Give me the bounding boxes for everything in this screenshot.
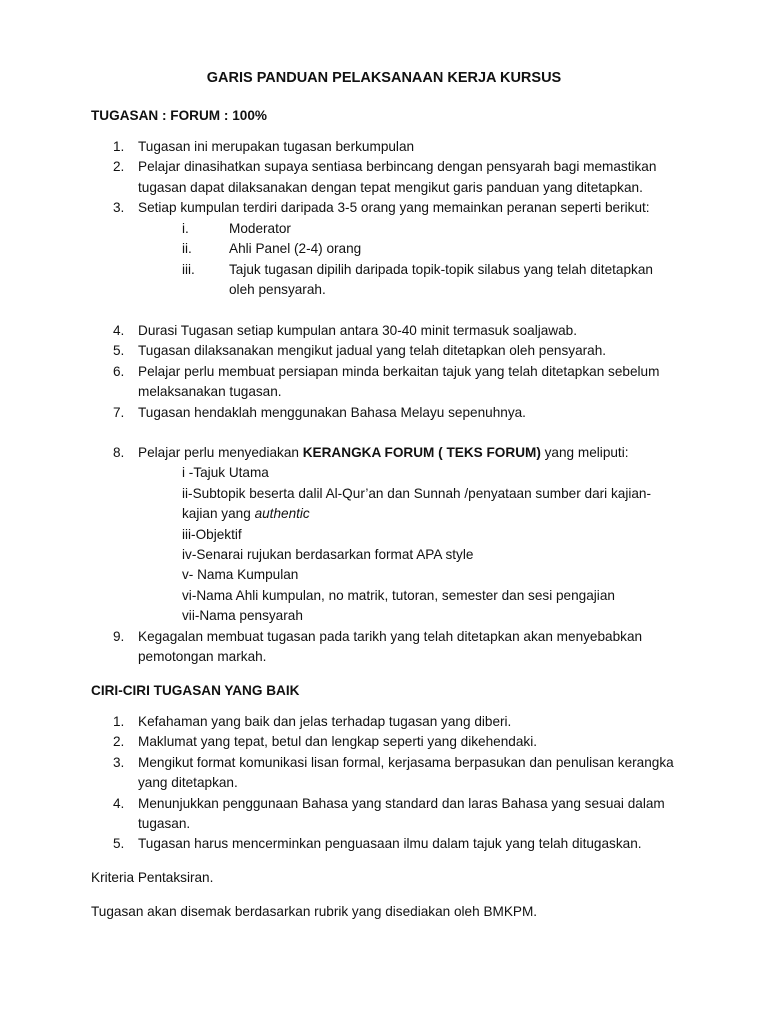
- sub-number: iii.: [182, 261, 195, 277]
- list-item: [0, 753, 768, 794]
- list-item: [0, 732, 768, 752]
- item8-text-post: yang meliputi:: [540, 445, 629, 460]
- item-text: Pelajar dinasihatkan supaya sentiasa berbincang dengan pensyarah bagi memastikan tugasan dapat dilaksanakan dengan tepat mengikut garis panduan yang ditetapkan.: [138, 159, 657, 195]
- item-text: Tugasan harus mencerminkan penguasaan ilmu dalam tajuk yang telah ditugaskan.: [138, 836, 642, 852]
- item-number: 5.: [113, 836, 125, 852]
- list-item: [0, 403, 768, 423]
- outline-line: [182, 484, 678, 525]
- ciri-list: [0, 712, 768, 855]
- item-text: Maklumat yang tepat, betul dan lengkap seperti yang dikehendaki.: [138, 734, 538, 750]
- list-item: [0, 198, 768, 218]
- kriteria-text: Kriteria Pentaksiran.: [91, 870, 214, 885]
- item-number: 6.: [113, 363, 125, 379]
- item-number: 9.: [113, 628, 125, 644]
- sublist-item: [0, 219, 768, 239]
- document-title: GARIS PANDUAN PELAKSANAAN KERJA KURSUS: [206, 70, 562, 86]
- outline-line: iii-Objektif: [182, 526, 242, 542]
- list-item: [0, 794, 768, 835]
- sublist-item: [0, 260, 768, 301]
- outline-line: vii-Nama pensyarah: [182, 608, 303, 624]
- sub-text: Tajuk tugasan dipilih daripada topik-topik silabus yang telah ditetapkan oleh pensyarah.: [229, 261, 653, 298]
- sublist-item: [0, 239, 768, 259]
- item-number: 1.: [113, 139, 125, 154]
- item-text: Kegagalan membuat tugasan pada tarikh yang telah ditetapkan akan menyebabkan pemotongan markah.: [138, 628, 643, 665]
- guideline-list-part1: [0, 137, 768, 219]
- item-text: Tugasan ini merupakan tugasan berkumpulan: [138, 139, 415, 154]
- sub-number: ii.: [182, 241, 192, 257]
- outline-line: i -Tajuk Utama: [182, 465, 269, 481]
- item-number: 7.: [113, 404, 125, 420]
- item-text: Setiap kumpulan terdiri daripada 3-5 orang yang memainkan peranan seperti berikut:: [138, 200, 650, 216]
- outline-line: vi-Nama Ahli kumpulan, no matrik, tutoran, semester dan sesi pengajian: [182, 587, 615, 603]
- tugasan-heading: TUGASAN : FORUM : 100%: [91, 108, 267, 123]
- closing-text: Tugasan akan disemak berdasarkan rubrik yang disediakan oleh BMKPM.: [91, 904, 538, 919]
- item-number: 2.: [113, 159, 125, 175]
- item-text: Mengikut format komunikasi lisan formal, kerjasama berpasukan dan penulisan kerangka yang ditetapkan.: [138, 754, 674, 791]
- item-text: Durasi Tugasan setiap kumpulan antara 30-40 minit termasuk soaljawab.: [138, 323, 578, 338]
- item-number: 8.: [113, 445, 125, 460]
- item-number: 3.: [113, 754, 125, 770]
- sub-text: Ahli Panel (2-4) orang: [229, 241, 362, 257]
- guideline-list-part2: [0, 321, 768, 423]
- ciri-heading: CIRI-CIRI TUGASAN YANG BAIK: [91, 683, 300, 698]
- item-text: Tugasan hendaklah menggunakan Bahasa Melayu sepenuhnya.: [138, 404, 526, 420]
- item-number: 3.: [113, 200, 125, 216]
- authentic-emphasis: authentic: [254, 506, 310, 522]
- list-item: [0, 341, 768, 361]
- forum-outline: [0, 463, 768, 626]
- item8-text-pre: Pelajar perlu menyediakan: [138, 445, 303, 460]
- item-number: 4.: [113, 323, 125, 338]
- list-item: [0, 362, 768, 403]
- item-number: 1.: [113, 714, 125, 729]
- kerangka-forum-emphasis: KERANGKA FORUM ( TEKS FORUM): [302, 445, 541, 460]
- list-item: [0, 834, 768, 854]
- item-text: Pelajar perlu membuat persiapan minda berkaitan tajuk yang telah ditetapkan sebelum melaksanakan tugasan.: [138, 363, 660, 400]
- list-item: [0, 157, 768, 198]
- sub-text: Moderator: [229, 221, 291, 236]
- outline-line: v- Nama Kumpulan: [182, 567, 299, 583]
- item-number: 4.: [113, 795, 125, 811]
- guideline-item-8: [0, 443, 768, 667]
- item-text: Kefahaman yang baik dan jelas terhadap tugasan yang diberi.: [138, 714, 512, 729]
- list-item: [0, 712, 768, 732]
- item-text: Menunjukkan penggunaan Bahasa yang standard dan laras Bahasa yang sesuai dalam tugasan.: [138, 795, 665, 832]
- item-number: 5.: [113, 343, 125, 359]
- role-sublist: [0, 219, 768, 301]
- list-item: [0, 627, 768, 668]
- outline-line: iv-Senarai rujukan berdasarkan format APA style: [182, 547, 474, 563]
- sub-number: i.: [182, 221, 189, 236]
- item-text: Tugasan dilaksanakan mengikut jadual yang telah ditetapkan oleh pensyarah.: [138, 343, 607, 359]
- list-item: [0, 321, 768, 341]
- item-number: 2.: [113, 734, 125, 750]
- outline-text: ii-Subtopik beserta dalil Al-Qur’an dan Sunnah /penyataan sumber dari kajian-kajian yang: [182, 485, 652, 522]
- list-item: [0, 137, 768, 157]
- list-item: [0, 443, 768, 463]
